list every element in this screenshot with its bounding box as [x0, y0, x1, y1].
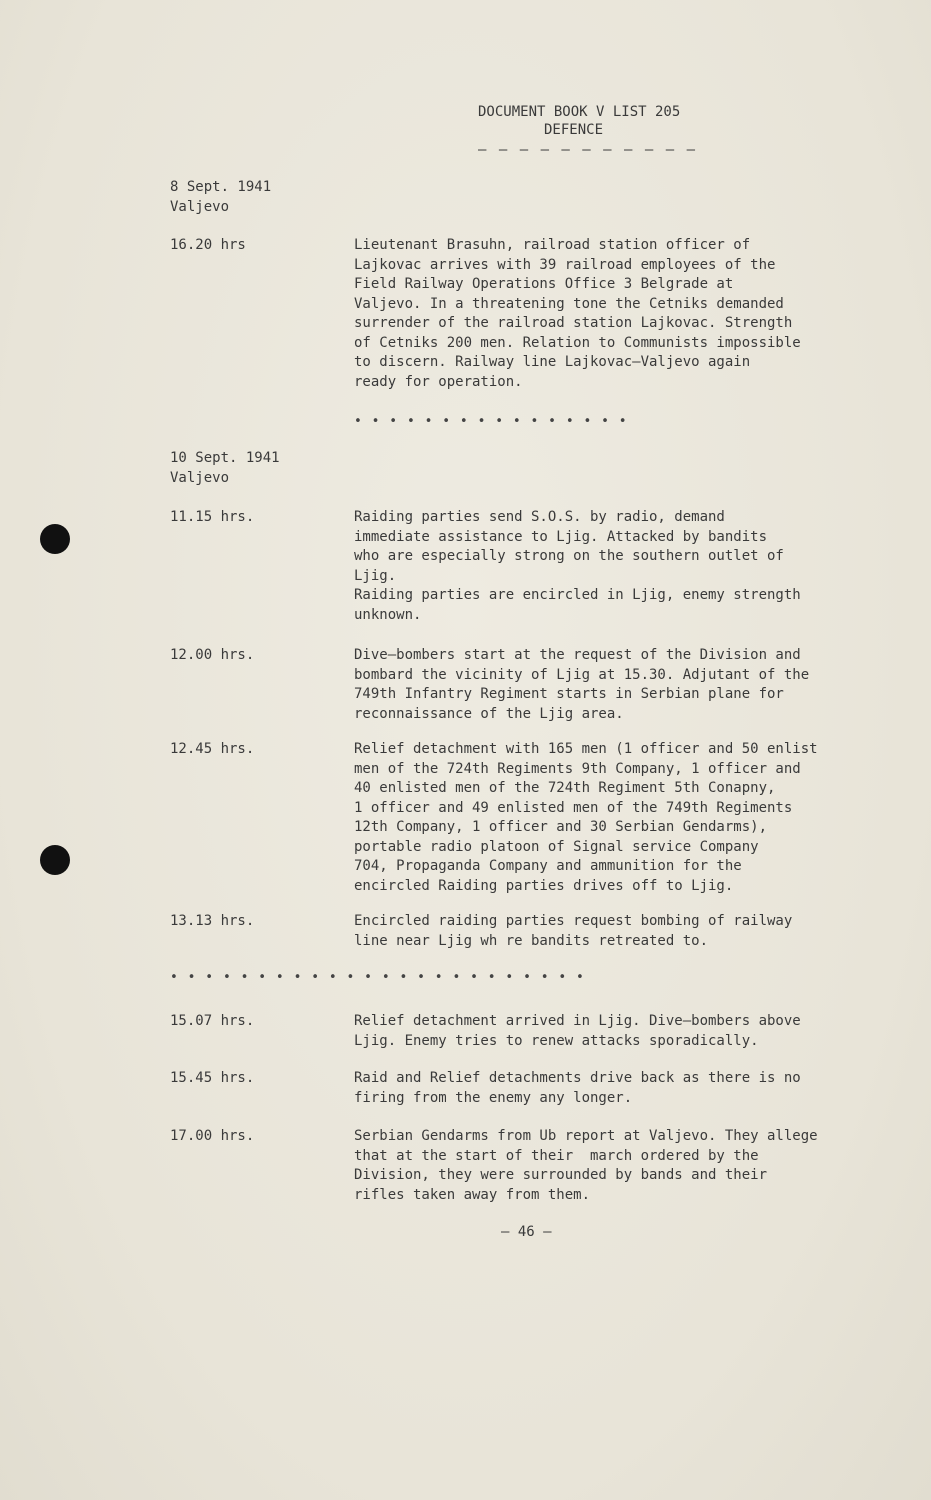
header-title: DOCUMENT BOOK V LIST 205 [478, 104, 681, 120]
entry-text-1507: Relief detachment arrived in Ljig. Dive–bombers above Ljig. Enemy tries to renew attacks sporadically. [354, 1013, 801, 1049]
document-header [478, 103, 697, 159]
separator-dots-1: • • • • • • • • • • • • • • • • [354, 414, 628, 429]
time-label-1245: 12.45 hrs. [170, 741, 255, 757]
header-rule: – – – – – – – – – – – [478, 142, 698, 158]
time-label-1200: 12.00 hrs. [170, 647, 255, 663]
page-number: – 46 – [501, 1224, 552, 1240]
time-label-1700: 17.00 hrs. [170, 1128, 255, 1144]
entry-text-1200: Dive–bombers start at the request of the Division and bombard the vicinity of Ljig at 15.30. Adjutant of the 749th Infantry Regiment starts in Serbian plane for reconnaissance of the Ljig area. [354, 647, 810, 722]
date-heading-sept-8: 8 Sept. 1941 Valjevo [170, 179, 272, 215]
punch-hole-top [40, 524, 70, 554]
separator-dots-2: • • • • • • • • • • • • • • • • • • • • • • • • [170, 970, 585, 985]
entry-text-1700: Serbian Gendarms from Ub report at Valjevo. They allege that at the start of their march ordered by the Division, they were surrounded by bands and their rifles taken away from them. [354, 1128, 818, 1203]
entry-text-1313: Encircled raiding parties request bombing of railway line near Ljig wh re bandits retreated to. [354, 913, 793, 949]
header-subtitle: DEFENCE [544, 122, 604, 138]
entry-text-1245: Relief detachment with 165 men (1 officer and 50 enlist men of the 724th Regiments 9th Company, 1 officer and 40 enlisted men of the 724th Regiment 5th Conapny, 1 officer and 49 enlisted men of the 749th Regiments 12th Company, 1 officer and 30 Serbian Gendarms), portable radio platoon of Signal service Company 704, Propaganda Company and ammunition for the encircled Raiding parties drives off to Ljig. [354, 741, 818, 894]
entry-text-1115: Raiding parties send S.O.S. by radio, demand immediate assistance to Ljig. Attacked by bandits who are especially strong on the southern outlet of Ljig. Raiding parties are encircled in Ljig, enemy strength unknown. [354, 509, 801, 623]
time-label-1313: 13.13 hrs. [170, 913, 255, 929]
time-label-1620: 16.20 hrs [170, 237, 246, 253]
entry-text-1620: Lieutenant Brasuhn, railroad station officer of Lajkovac arrives with 39 railroad employees of the Field Railway Operations Office 3 Belgrade at Valjevo. In a threatening tone the Cetniks demanded surrender of the railroad station Lajkovac. Strength of Cetniks 200 men. Relation to Communists impossible to discern. Railway line Lajkovac–Valjevo again ready for operation. [354, 237, 801, 390]
time-label-1115: 11.15 hrs. [170, 509, 255, 525]
time-label-1545: 15.45 hrs. [170, 1070, 255, 1086]
time-label-1507: 15.07 hrs. [170, 1013, 255, 1029]
date-heading-sept-10: 10 Sept. 1941 Valjevo [170, 450, 280, 486]
entry-text-1545: Raid and Relief detachments drive back as there is no firing from the enemy any longer. [354, 1070, 801, 1106]
punch-hole-bottom [40, 845, 70, 875]
